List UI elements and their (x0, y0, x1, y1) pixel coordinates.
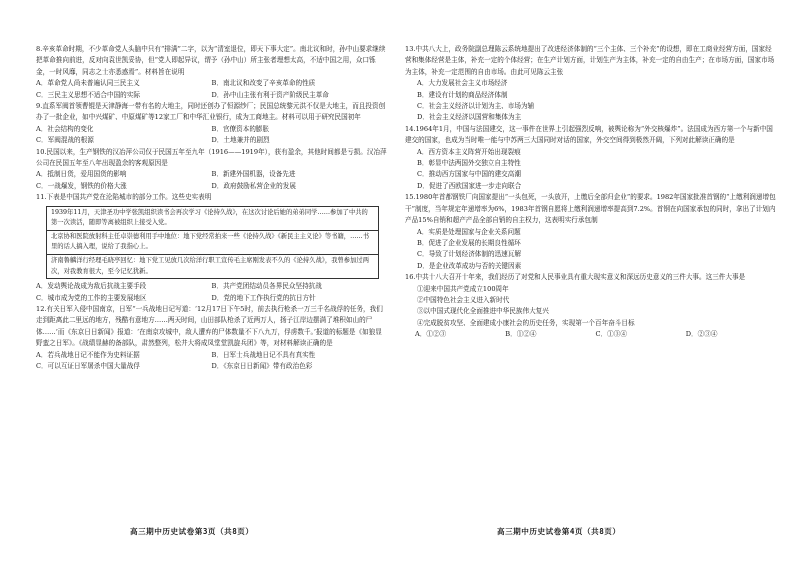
statement-item: ②中国特色社会主义进入新时代 (417, 295, 510, 304)
question-stem: 8.辛亥革命时期，不少革命党人头脑中只有“排满”二字，以为“清室退位，即天下事大定”。南北议和时，孙中山要求继续把革命推向前进，反对向袁世凯妥协，但“党人即起异议，谓予（孙中山）所主张者理想太高，不适中国之用，众口铄金，一时风靡，同志之士亦悉惑焉”。材料旨在说明 (36, 45, 386, 76)
options-row (36, 90, 387, 101)
table-row: 1939年11月，天津圣功中学张凯组织读书会再次学习《论持久战》，在这次讨论后她的弟弟同学……参加了中共的第一次读活，随即等离被组织上接受入党。 (47, 207, 378, 231)
question-15 (405, 192, 776, 272)
option-b: B．新建外国机器，设备先进 (211, 170, 296, 179)
table-row: 济南鲁麟洋行经理毛晓亭回忆：地下党工见放几次给洋行职工宣传毛主席刚发表不久的《论持久战》，我曾参加过两次，对我教育很大，至今记忆犹新。 (51, 257, 369, 275)
question-12 (36, 304, 387, 372)
question-11 (36, 192, 387, 304)
option-a: A．若兵战地日记不能作为史料证据 (36, 350, 140, 359)
options-row (36, 350, 387, 361)
option-d: D．社会主义经济以国营和集体为主 (417, 113, 522, 122)
options-row (36, 361, 387, 372)
options-list (405, 147, 776, 193)
page-4 (397, 0, 794, 561)
question-stem: 9.直系军阀首领曹锟是天津静海一带有名的大地主，同时还创办了恒源纱厂；民国总统黎元洪不仅是大地主，而且投资创办了一批企业，如中兴煤矿、中原煤矿等12家工厂和中华汇业银行，成为工商地主。材料可以用于研究民国初年 (36, 102, 386, 122)
option-b: B．促进了企业发展的长期良性循环 (417, 238, 521, 247)
option-c: C．可以互证日军屠杀中国大量战俘 (36, 362, 140, 371)
option-c: C．社会主义经济以计划为主、市场为辅 (417, 102, 535, 111)
option-c: C．导致了计划经济体制的迅速瓦解 (417, 250, 521, 259)
options-list (405, 227, 776, 273)
page-footer: 高三期中历史试卷第4页（共8页） (497, 527, 621, 536)
statement-list (405, 284, 776, 330)
option-d: D．孙中山主张有利于资产阶级民主革命 (211, 90, 329, 99)
source-table (46, 206, 379, 280)
question-stem: 14.1964年1月，中国与法国建交，这一事件在世界上引起强烈反响，被舆论称为“外交核爆炸”。法国成为西方第一个与新中国建交的国家，也成为当时唯一能与中苏两三大国同时对话的国家，外交空间得到极然开阔，下列对此解读正确的是 (405, 124, 773, 145)
question-10 (36, 147, 387, 193)
option-a: A．发动舆论战成为敌后抗战主要手段 (36, 282, 147, 291)
question-13 (405, 44, 776, 124)
option-b: B．官僚资本的膨胀 (211, 124, 270, 133)
option-d: D．②③④ (685, 330, 718, 339)
option-d: D．政府鼓励私营企业的发展 (211, 181, 296, 190)
statement-item: ④完成脱贫攻坚、全面建成小康社会的历史任务，实现第一个百年奋斗目标 (417, 318, 635, 327)
option-b: B．①②④ (505, 330, 537, 339)
options-list (405, 78, 776, 124)
option-a: A．革命党人尚未普遍认同三民主义 (36, 79, 140, 88)
option-b: B．日军士兵战地日记不具有真实性 (211, 350, 316, 359)
question-stem: 15.1980年首都钢铁厂向国家提出“一头包死，一头放开，上缴后全部归企业”的要求。1982年国家批准首钢的“上缴利润递增包干”制度，当年规定年递增率为6%，1983年首钢自愿将上缴利润递增率提高到7.2%。首钢在向国家承包的同时，拿出了计划内产品15%自销和超产产品全部自销的自主权力，这表明实行承包制 (405, 193, 776, 225)
page-footer: 高三期中历史试卷第3页（共8页） (130, 527, 254, 536)
option-b: B．南北议和改变了辛亥革命的性质 (211, 79, 316, 88)
options-row (36, 124, 387, 135)
option-d: D．党的地下工作执行党的抗日方针 (211, 293, 316, 302)
option-a: A．社会结构的变化 (36, 124, 94, 133)
options-row (36, 281, 387, 292)
option-d: D．土地兼并的剧烈 (211, 136, 270, 145)
question-stem: 12.有关日军入侵中国南京，日军“一兵战地日记写道：‘12月17日下午5时，前去执行枪杀一万三千名战俘的任务，我们走到距离此二里远的地方，残酷有意地方……两天时间，山田部队枪杀了近两万人，扬子江岸边摆满了堆积如山的尸体……’而《东京日日新闻》报道：‘在南京攻城中，敌人遭弃的尸体数量不下八九万，俘虏数千。’报道的标题是《如狼显野蛮之日军》。《战绩显赫的备部队，肃然整列，松井大将成凤堂堂凯旋兵团》等，对材料解读正确的是 (36, 305, 383, 348)
option-c: C．城市成为党的工作的主要发展地区 (36, 293, 147, 302)
option-b: B．建设有计划的商品经济体制 (417, 90, 508, 99)
option-c: C．一战爆发，钢铁的价格大涨 (36, 181, 127, 190)
option-c: C．①③④ (595, 330, 627, 339)
option-c: C．推动西方国家与中国的建交高潮 (417, 170, 521, 179)
options-row (36, 181, 387, 192)
question-14 (405, 124, 776, 192)
option-a: A．①②③ (415, 330, 447, 339)
option-d: D．促进了西欧国家进一步走向联合 (417, 181, 522, 190)
option-a: A．实质是处理国家与企业关系问题 (417, 227, 521, 236)
option-c: C．三民主义思想不适合中国的实际 (36, 90, 140, 99)
question-stem: 11.下表是中国共产党在沦陷城市的部分工作。这些史实表明 (36, 193, 212, 202)
option-a: A．西方资本主义阵营开始出现裂痕 (417, 147, 521, 156)
question-stem: 13.中共八大上，政务院副总理陈云系统地提出了改进经济体制的“三个主体、三个补充”的设想，即在工商业经营方面，国家经营和集体经营是主体，补充一定的个体经营；在生产计划方面，计划生产为主体，补充一定的自由生产；在市场方面，国家市场为主体，补充一定范围的自由市场。由此可见陈云主张 (405, 45, 775, 76)
options-row (36, 135, 387, 146)
statement-item: ③以中国式现代化全面推进中华民族伟大复兴 (417, 307, 549, 316)
option-d: D．《东京日日新闻》带有政治色彩 (211, 362, 313, 371)
options-row (36, 78, 387, 89)
options-row (405, 329, 776, 340)
question-8 (36, 44, 387, 101)
question-stem: 16.中共十八大召开十年来，我们经历了对党和人民事业具有重大现实意义和深远历史意义的三件大事。这三件大事是 (405, 273, 746, 282)
question-9 (36, 101, 387, 147)
question-16 (405, 272, 776, 340)
option-d: D．是企业改革成功与否的关键因素 (417, 261, 522, 270)
option-b: B．彰显中法两国外交独立自主特性 (417, 159, 521, 168)
statement-item: ①迎来中国共产党成立100周年 (417, 284, 509, 293)
option-b: B．共产党团结动员各界民众坚持抗战 (211, 282, 322, 291)
options-row (36, 293, 387, 304)
option-a: A．抵制日货，爱用国货的影响 (36, 170, 127, 179)
option-a: A．大力发展社会主义市场经济 (417, 79, 508, 88)
options-row (36, 169, 387, 180)
table-row: 北京协和医院放射科主任卓崇德利用手中地位：地下党经常拍来一些《论持久战》《新民主主义论》等书籍，……书里的话人搞入理，说给了我指心上。 (47, 231, 378, 255)
option-c: C．军阀混战的根源 (36, 136, 94, 145)
question-stem: 10.民国以来，生产钢铁的汉冶萍公司仅于民国五年至九年（1916——1919年），获有盈余，其他时间都是亏损。汉冶萍公司在民国五年至八年出现盈余的客观原因是 (36, 147, 387, 168)
